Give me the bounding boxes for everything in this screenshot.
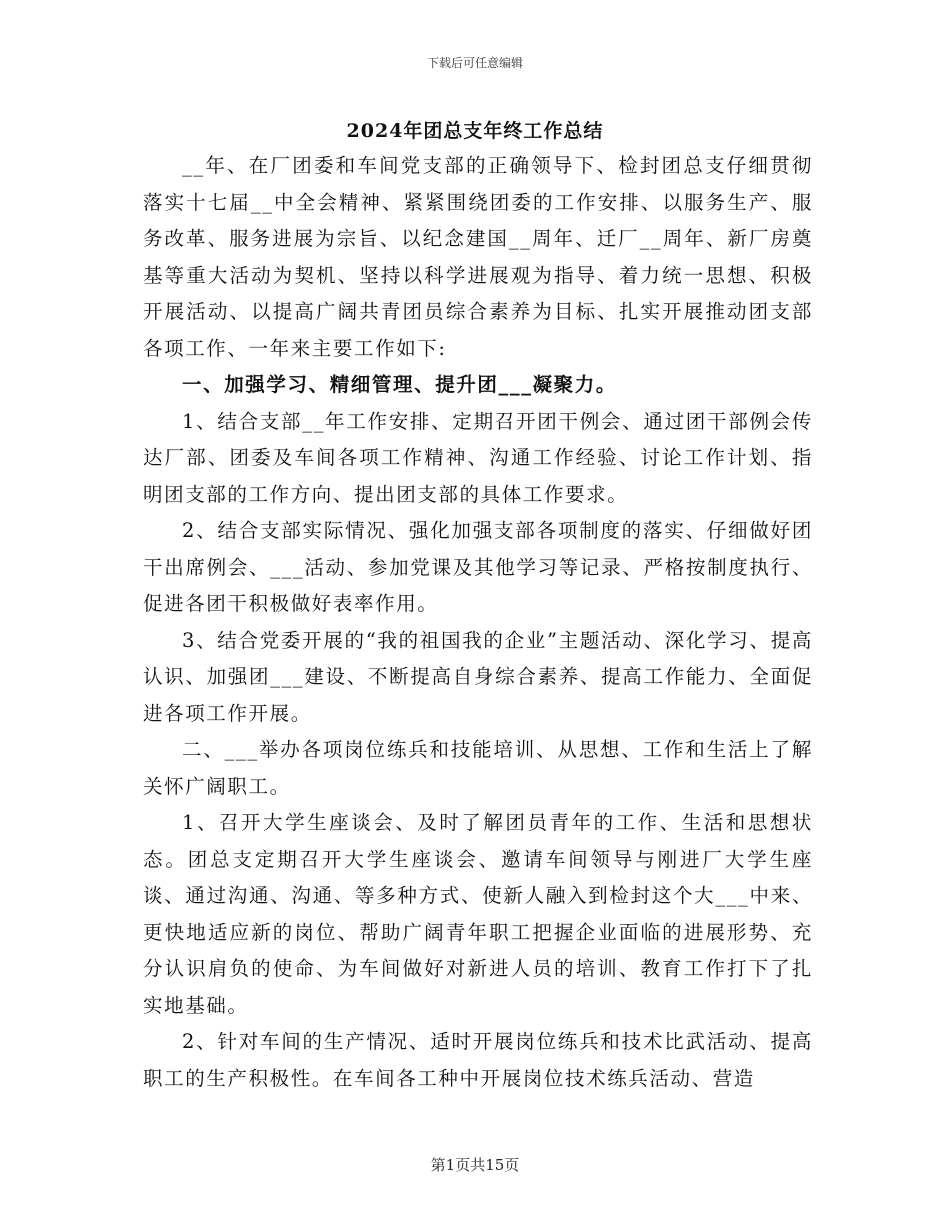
paragraph-2-1: 1、召开大学生座谈会、及时了解团员青年的工作、生活和思想状态。团总支定期召开大学生座谈会、邀请车间领导与刚进厂大学生座谈、通过沟通、沟通、等多种方式、使新人融入到检封这个大___中来、更快地适应新的岗位、帮助广阔青年职工把握企业面临的进展形势、充分认识肩负的使命、为车间做好对新进人员的培训、教育工作打下了扎实地基础。 [143,811,813,1017]
paragraph-1-3: 3、结合党委开展的“我的祖国我的企业”主题活动、深化学习、提高认识、加强团___建设、不断提高自身综合素养、提高工作能力、全面促进各项工作开展。 [143,628,813,725]
page-number-footer: 第1页共15页 [430,1156,520,1174]
document-title: 2024年团总支年终工作总结 [346,120,604,142]
page-header-note: 下载后可任意编辑 [426,56,523,70]
paragraph-1-1: 1、结合支部__年工作安排、定期召开团干例会、通过团干部例会传达厂部、团委及车间各项工作精神、沟通工作经验、讨论工作计划、指明团支部的工作方向、提出团支部的具体工作要求。 [143,409,813,506]
section-heading-2: 二、___举办各项岗位练兵和技能培训、从思想、工作和生活上了解关怀广阔职工。 [143,738,813,798]
paragraph-intro: __年、在厂团委和车间党支部的正确领导下、检封团总支仔细贯彻落实十七届__中全会精神、紧紧围绕团委的工作安排、以服务生产、服务改革、服务进展为宗旨、以纪念建国__周年、迁厂__周年、新厂房奠基等重大活动为契机、坚持以科学进展观为指导、着力统一思想、积极开展活动、以提高广阔共青团员综合素养为目标、扎实开展推动团支部各项工作、一年来主要工作如下: [143,154,813,360]
document-body [143,148,813,1097]
paragraph-2-2: 2、针对车间的生产情况、适时开展岗位练兵和技术比武活动、提高职工的生产积极性。在车间各工种中开展岗位技术练兵活动、营造 [143,1030,813,1090]
section-heading-1: 一、加强学习、精细管理、提升团___凝聚力。 [182,373,617,396]
paragraph-1-2: 2、结合支部实际情况、强化加强支部各项制度的落实、仔细做好团干出席例会、___活动、参加党课及其他学习等记录、严格按制度执行、促进各团干积极做好表率作用。 [143,519,813,615]
